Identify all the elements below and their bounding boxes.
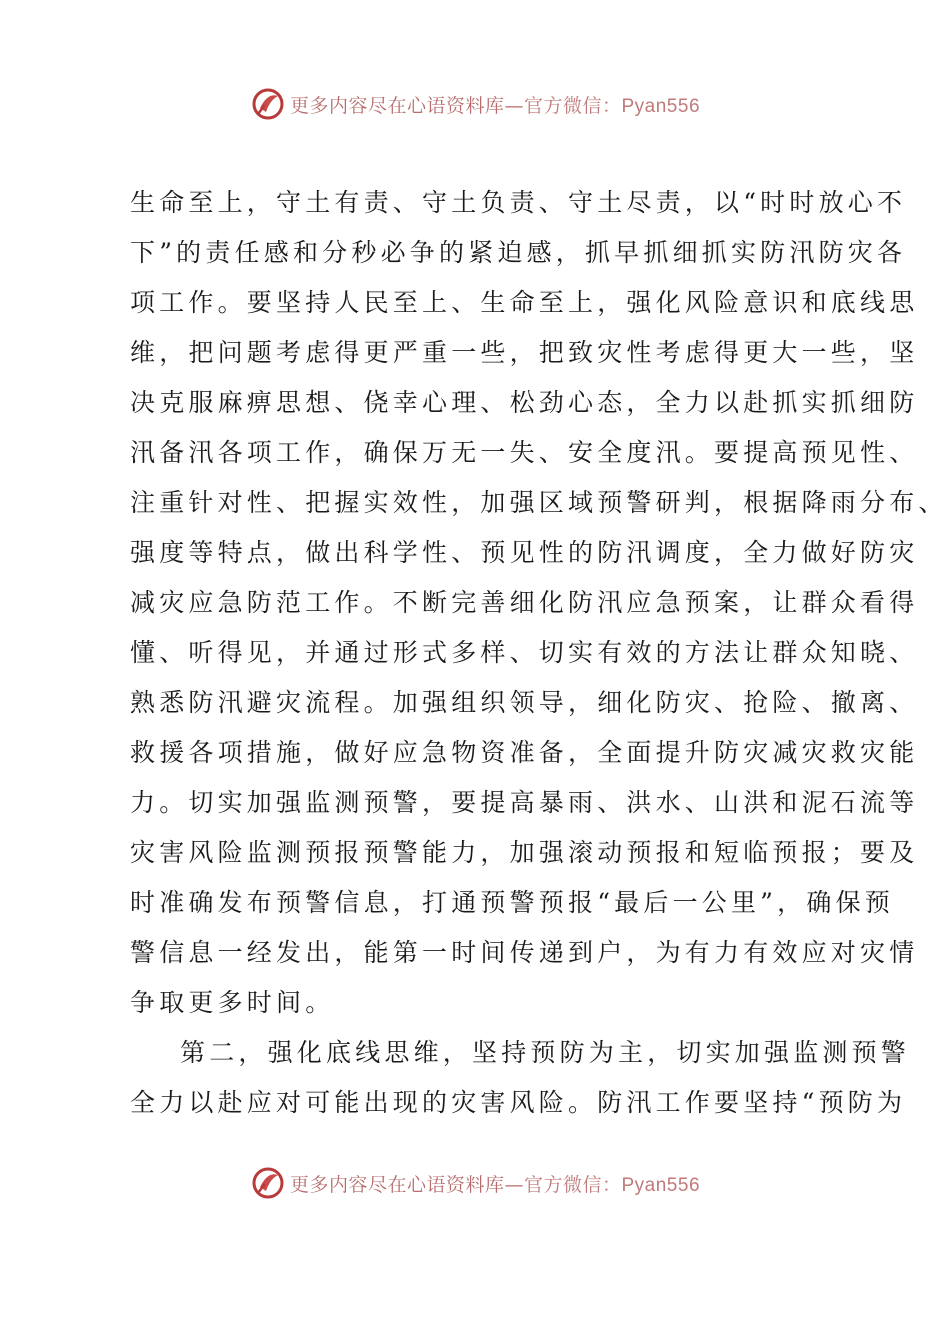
text-line: 熟悉防汛避灾流程。加强组织领导，细化防灾、抢险、撤离、 bbox=[130, 688, 919, 717]
text-line: 时准确发布预警信息，打通预警预报“最后一公里”，确保预 bbox=[130, 888, 894, 917]
document-body bbox=[130, 178, 948, 1128]
logo-icon bbox=[250, 1165, 286, 1201]
text-line: 项工作。要坚持人民至上、生命至上，强化风险意识和底线思 bbox=[130, 288, 919, 317]
text-line: 生命至上，守土有责、守土负责、守土尽责，以“时时放心不 bbox=[130, 188, 907, 217]
text-line: 救援各项措施，做好应急物资准备，全面提升防灾减灾救灾能 bbox=[130, 738, 919, 767]
text-line: 警信息一经发出，能第一时间传递到户，为有力有效应对灾情 bbox=[130, 938, 919, 967]
text-line: 维，把问题考虑得更严重一些，把致灾性考虑得更大一些，坚 bbox=[130, 338, 919, 367]
watermark-text bbox=[290, 1170, 700, 1197]
watermark-separator: — bbox=[504, 1173, 524, 1196]
text-line: 灾害风险监测预报预警能力，加强滚动预报和短临预报；要及 bbox=[130, 838, 919, 867]
text-line: 争取更多时间。 bbox=[130, 988, 335, 1017]
paragraph-start-line: 第二，强化底线思维，坚持预防为主，切实加强监测预警 bbox=[180, 1038, 911, 1067]
text-line: 下”的责任感和分秒必争的紧迫感，抓早抓细抓实防汛防灾各 bbox=[130, 238, 907, 267]
watermark-main: 更多内容尽在心语资料库 bbox=[289, 1173, 505, 1196]
logo-icon bbox=[250, 86, 286, 122]
text-line: 注重针对性、把握实效性，加强区域预警研判，根据降雨分布、 bbox=[130, 488, 948, 517]
text-line: 减灾应急防范工作。不断完善细化防汛应急预案，让群众看得 bbox=[130, 588, 919, 617]
watermark-main: 更多内容尽在心语资料库 bbox=[289, 94, 505, 117]
watermark-wechat-id: Pyan556 bbox=[621, 95, 701, 117]
text-line: 强度等特点，做出科学性、预见性的防汛调度，全力做好防灾 bbox=[130, 538, 919, 567]
watermark-wechat-label: 官方微信： bbox=[523, 94, 622, 117]
text-line: 力。切实加强监测预警，要提高暴雨、洪水、山洪和泥石流等 bbox=[130, 788, 919, 817]
watermark-wechat-id: Pyan556 bbox=[621, 1174, 701, 1196]
watermark-separator: — bbox=[504, 94, 524, 117]
text-line: 全力以赴应对可能出现的灾害风险。防汛工作要坚持“预防为 bbox=[130, 1088, 907, 1117]
text-line: 汛备汛各项工作，确保万无一失、安全度汛。要提高预见性、 bbox=[130, 438, 919, 467]
watermark-banner-top bbox=[0, 84, 950, 124]
watermark-wechat-label: 官方微信： bbox=[523, 1173, 622, 1196]
text-line: 懂、听得见，并通过形式多样、切实有效的方法让群众知晓、 bbox=[130, 638, 919, 667]
watermark-text bbox=[290, 91, 700, 118]
watermark-banner-bottom bbox=[0, 1163, 950, 1203]
text-line: 决克服麻痹思想、侥幸心理、松劲心态，全力以赴抓实抓细防 bbox=[130, 388, 919, 417]
